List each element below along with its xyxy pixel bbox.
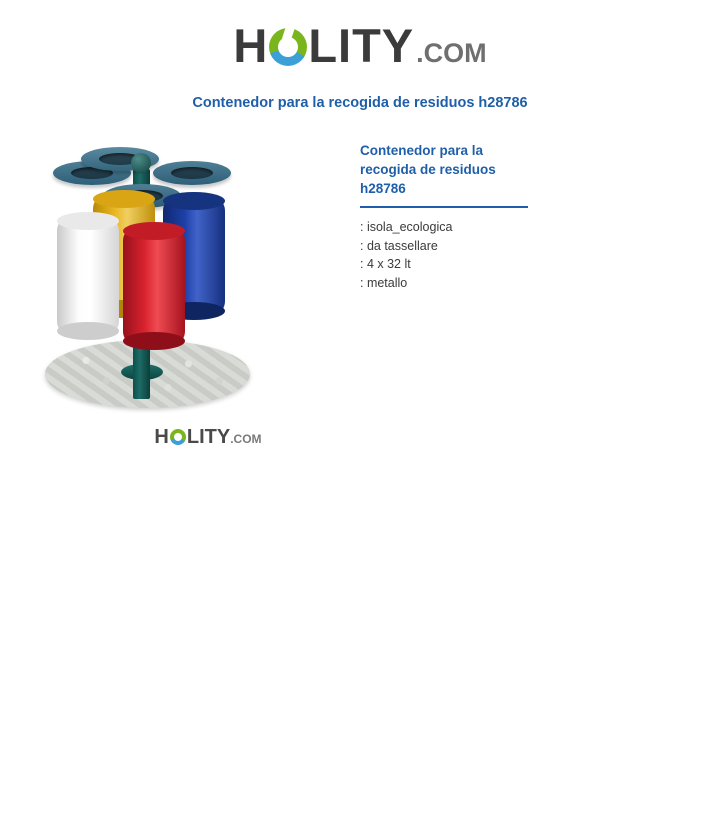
lid-right bbox=[153, 161, 231, 185]
logo-o-ring-icon bbox=[269, 28, 307, 66]
watermark-suffix: .COM bbox=[230, 432, 262, 446]
page-title: Contenedor para la recogida de residuos h28786 bbox=[192, 95, 528, 111]
spec-item: : 4 x 32 lt bbox=[360, 257, 411, 271]
drum-white bbox=[57, 221, 119, 331]
image-watermark-logo bbox=[154, 426, 261, 449]
pole-cap bbox=[131, 153, 151, 173]
site-logo[interactable] bbox=[233, 18, 486, 73]
watermark-text-before: H bbox=[154, 426, 169, 448]
logo-text-before: H bbox=[233, 19, 269, 72]
product-spec-list bbox=[360, 218, 660, 292]
logo-suffix: .COM bbox=[416, 38, 487, 68]
spec-item: : metallo bbox=[360, 275, 408, 290]
spec-item: : da tassellare bbox=[360, 238, 438, 253]
watermark-text-after: LITY bbox=[186, 426, 231, 448]
product-content bbox=[0, 139, 720, 449]
drum-red bbox=[123, 231, 185, 341]
product-image bbox=[45, 139, 305, 414]
product-heading: Contenedor para la recogida de residuos h28786 bbox=[360, 143, 496, 196]
logo-text-after: LITY bbox=[308, 19, 415, 72]
product-info-column bbox=[360, 139, 660, 449]
title-divider bbox=[360, 206, 528, 208]
spec-item: : isola_ecologica bbox=[360, 220, 453, 234]
product-image-column bbox=[0, 139, 360, 449]
watermark-o-ring-icon bbox=[170, 429, 186, 445]
site-header bbox=[0, 0, 720, 73]
